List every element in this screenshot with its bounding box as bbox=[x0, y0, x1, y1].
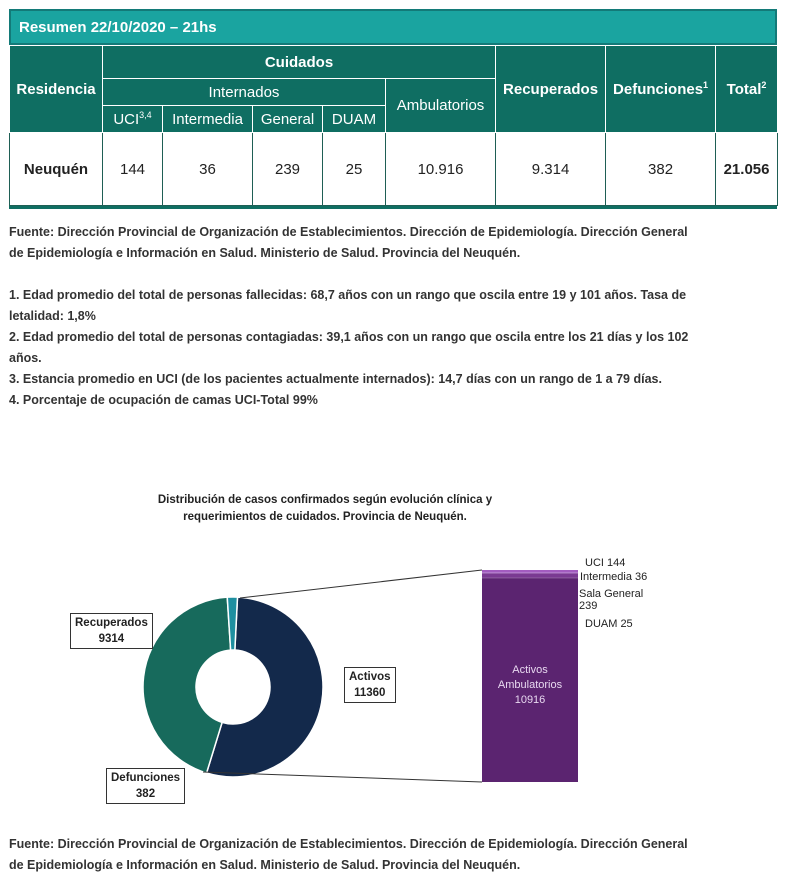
cell-uci: 144 bbox=[103, 133, 163, 206]
label-duam: DUAM 25 bbox=[585, 618, 633, 630]
summary-table bbox=[9, 9, 777, 209]
label-intermedia: Intermedia 36 bbox=[580, 571, 648, 583]
cell-general: 239 bbox=[253, 133, 323, 206]
header-intermedia: Intermedia bbox=[163, 106, 253, 133]
label-general: Sala General 239 bbox=[579, 588, 644, 612]
note-line: años. bbox=[9, 351, 42, 365]
bar-seg-intermedia bbox=[482, 573, 578, 574]
header-cuidados: Cuidados bbox=[103, 46, 496, 79]
table-bottom-border bbox=[9, 206, 777, 209]
cell-total: 21.056 bbox=[716, 133, 778, 206]
label-defunciones: Defunciones 382 bbox=[106, 768, 185, 804]
footer-source bbox=[9, 834, 769, 876]
label-recuperados: Recuperados 9314 bbox=[70, 613, 153, 649]
connector-line-top bbox=[240, 570, 482, 598]
connector-line-bottom bbox=[203, 772, 482, 782]
footer-line-2: de Epidemiología e Información en Salud. Ministerio de Salud. Provincia del Neuquén. bbox=[9, 858, 521, 872]
bar-seg-general bbox=[482, 573, 578, 577]
note-line: 2. Edad promedio del total de personas contagiadas: 39,1 años con un rango que oscila entre los 21 días y los 102 bbox=[9, 330, 689, 344]
cell-residencia: Neuquén bbox=[10, 133, 103, 206]
label-ambulatorios: Activos Ambulatorios 10916 bbox=[497, 664, 563, 706]
label-uci: UCI 144 bbox=[585, 557, 626, 569]
note-line: 4. Porcentaje de ocupación de camas UCI-Total 99% bbox=[9, 393, 318, 407]
table-row bbox=[10, 133, 778, 206]
label-activos: Activos 11360 bbox=[344, 667, 396, 703]
cell-recuperados: 9.314 bbox=[496, 133, 606, 206]
header-duam: DUAM bbox=[323, 106, 386, 133]
header-defunciones: Defunciones$^1$ bbox=[606, 46, 716, 133]
source-line-2: de Epidemiología e Información en Salud. Ministerio de Salud. Provincia del Neuquén. bbox=[9, 246, 521, 260]
footer-line-1: Fuente: Dirección Provincial de Organización de Establecimientos. Dirección de Epidemiología. Dirección General bbox=[9, 837, 688, 851]
note-line: letalidad: 1,8% bbox=[9, 309, 96, 323]
table-title: Resumen 22/10/2020 – 21hs bbox=[9, 9, 777, 45]
chart-title: Distribución de casos confirmados según evolución clínica y requerimientos de cuidados. Provincia de Neuquén. bbox=[157, 494, 493, 523]
source-line-1: Fuente: Dirección Provincial de Organización de Establecimientos. Dirección de Epidemiología. Dirección General bbox=[9, 225, 688, 239]
header-residencia: Residencia bbox=[10, 46, 103, 133]
header-general: General bbox=[253, 106, 323, 133]
note-line: 1. Edad promedio del total de personas fallecidas: 68,7 años con un rango que oscila entre 19 y 101 años. Tasa de bbox=[9, 288, 687, 302]
cell-ambulatorios: 10.916 bbox=[386, 133, 496, 206]
cases-table bbox=[9, 45, 778, 206]
header-total: Total$^2$ bbox=[716, 46, 778, 133]
bar-seg-uci bbox=[482, 570, 578, 573]
cell-defunciones: 382 bbox=[606, 133, 716, 206]
bar-seg-duam bbox=[482, 578, 578, 579]
notes-block bbox=[9, 222, 709, 411]
cell-intermedia: 36 bbox=[163, 133, 253, 206]
header-uci: UCI$^{3,4}$ bbox=[103, 106, 163, 133]
header-internados: Internados bbox=[103, 79, 386, 106]
note-line: 3. Estancia promedio en UCI (de los pacientes actualmente internados): 14,7 días con un rango de 1 a 79 días. bbox=[9, 372, 662, 386]
header-ambulatorios: Ambulatorios bbox=[386, 79, 496, 133]
header-recuperados: Recuperados bbox=[496, 46, 606, 133]
cell-duam: 25 bbox=[323, 133, 386, 206]
